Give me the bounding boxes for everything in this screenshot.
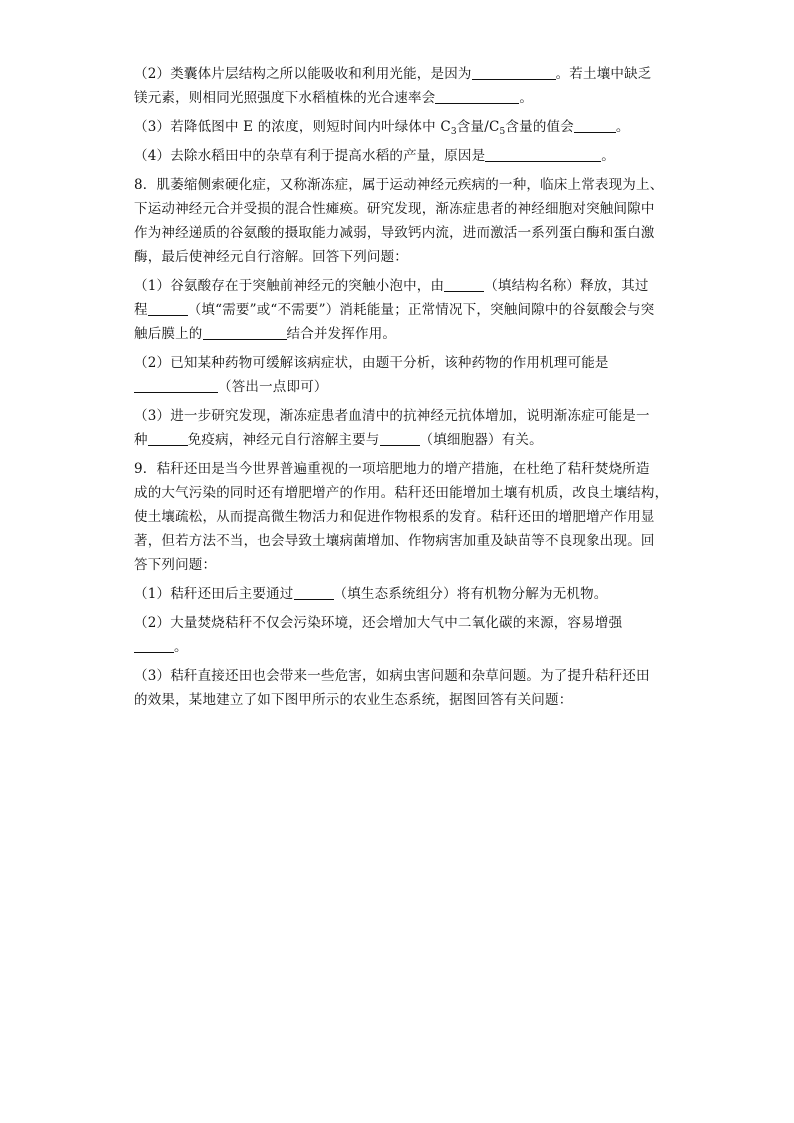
q8-part2-line1: （2）已知某种药物可缓解该病症状，由题干分析，该种药物的作用机理可能是	[134, 355, 609, 371]
q8-stem-line4: 酶，最后使神经元自行溶解。回答下列问题：	[134, 249, 408, 265]
text: （填生态系统组分）将有机物分解为无机物。	[333, 586, 608, 602]
text: 。若土壤中缺乏	[555, 66, 652, 82]
text: 免疫病，神经元自行溶解主要与	[187, 432, 380, 448]
q9-part3-line1: （3）秸秆直接还田也会带来一些危害，如病虫害问题和杂草问题。为了提升秸秆还田	[134, 668, 650, 684]
q7-part2-line2	[134, 88, 674, 108]
q9-stem-line3: 使土壤疏松，从而提高微生物活力和促进作物根系的发育。秸秆还田的增肥增产作用显	[134, 509, 655, 525]
text: 结合并发挥作用。	[286, 326, 397, 342]
answer-blank[interactable]	[134, 378, 218, 393]
answer-blank[interactable]	[148, 431, 188, 446]
answer-blank[interactable]	[574, 118, 616, 133]
document-page	[134, 64, 674, 710]
text: 触后膜上的	[134, 326, 203, 342]
text: 。	[615, 119, 630, 135]
text: 。	[174, 639, 188, 655]
answer-blank[interactable]	[294, 585, 334, 600]
text: （填细胞器）有关。	[419, 432, 543, 448]
q9-part2-line1: （2）大量焚烧秸秆不仅会污染环境，还会增加大气中二氧化碳的来源，容易增强	[134, 615, 623, 631]
text: 含量/C	[456, 119, 500, 135]
answer-blank[interactable]	[380, 431, 420, 446]
text: （填“需要”或“不需要”）消耗能量；正常情况下，突触间隙中的谷氨酸会与突	[187, 302, 655, 318]
q8-stem-line2: 下运动神经元合并受损的混合性瘫痪。研究发现，渐冻症患者的神经细胞对突触间隙中	[134, 201, 655, 217]
q8-stem-line1: 8．肌萎缩侧索硬化症，又称渐冻症，属于运动神经元疾病的一种，临床上常表现为上、	[134, 177, 664, 193]
q8-part3-line2	[134, 430, 674, 450]
subscript: 5	[499, 127, 506, 137]
text: （1）谷氨酸存在于突触前神经元的突触小泡中，由	[134, 278, 445, 294]
q9-stem-line4: 著，但若方法不当，也会导致土壤病菌增加、作物病害加重及缺苗等不良现象出现。回	[134, 533, 655, 549]
q7-part4	[134, 146, 674, 166]
q8-part1-line3	[134, 324, 674, 344]
q9-part3-line2: 的效果，某地建立了如下图甲所示的农业生态系统，据图回答有关问题：	[134, 692, 573, 708]
text: 种	[134, 432, 148, 448]
q7-part2-line1	[134, 64, 674, 84]
answer-blank[interactable]	[444, 277, 484, 292]
text: 含量的值会	[505, 119, 574, 135]
q8-part1-line2	[134, 300, 674, 320]
text: （填结构名称）释放，其过	[484, 278, 649, 294]
q7-part3	[134, 117, 674, 137]
answer-blank[interactable]	[148, 301, 188, 316]
text: 。	[519, 90, 534, 106]
text: 镁元素，则相同光照强度下水稻植株的光合速率会	[134, 90, 436, 106]
q8-stem-line3: 作为神经递质的谷氨酸的摄取能力减弱，导致钙内流，进而激活一系列蛋白酶和蛋白激	[134, 225, 655, 241]
q9-stem-line1: 9．秸秆还田是当今世界普遍重视的一项培肥地力的增产措施，在杜绝了秸秆焚烧所造	[134, 461, 650, 477]
q9-stem-line2: 成的大气污染的同时还有增肥增产的作用。秸秆还田能增加土壤有机质，改良土壤结构，	[134, 485, 669, 501]
text: 程	[134, 302, 148, 318]
q8-part1-line1	[134, 276, 674, 296]
text: 。	[601, 148, 615, 164]
answer-blank[interactable]	[134, 638, 174, 653]
q8-part3-line1: （3）进一步研究发现，渐冻症患者血清中的抗神经元抗体增加，说明渐冻症可能是一	[134, 408, 650, 424]
answer-blank[interactable]	[203, 325, 287, 340]
answer-blank[interactable]	[485, 147, 601, 162]
q9-part1	[134, 584, 674, 604]
answer-blank[interactable]	[435, 89, 519, 104]
answer-blank[interactable]	[472, 65, 556, 80]
q9-stem-line5: 答下列问题：	[134, 557, 217, 573]
text: （1）秸秆还田后主要通过	[134, 586, 294, 602]
text: （2）类囊体片层结构之所以能吸收和利用光能，是因为	[134, 66, 472, 82]
text: （3）若降低图中 E 的浓度，则短时间内叶绿体中 C	[134, 119, 451, 135]
subscript: 3	[450, 127, 457, 137]
text: （答出一点即可）	[218, 379, 328, 395]
q8-part2-line2	[134, 377, 674, 397]
q9-part2-line2	[134, 637, 674, 657]
text: （4）去除水稻田中的杂草有利于提高水稻的产量，原因是	[134, 148, 486, 164]
